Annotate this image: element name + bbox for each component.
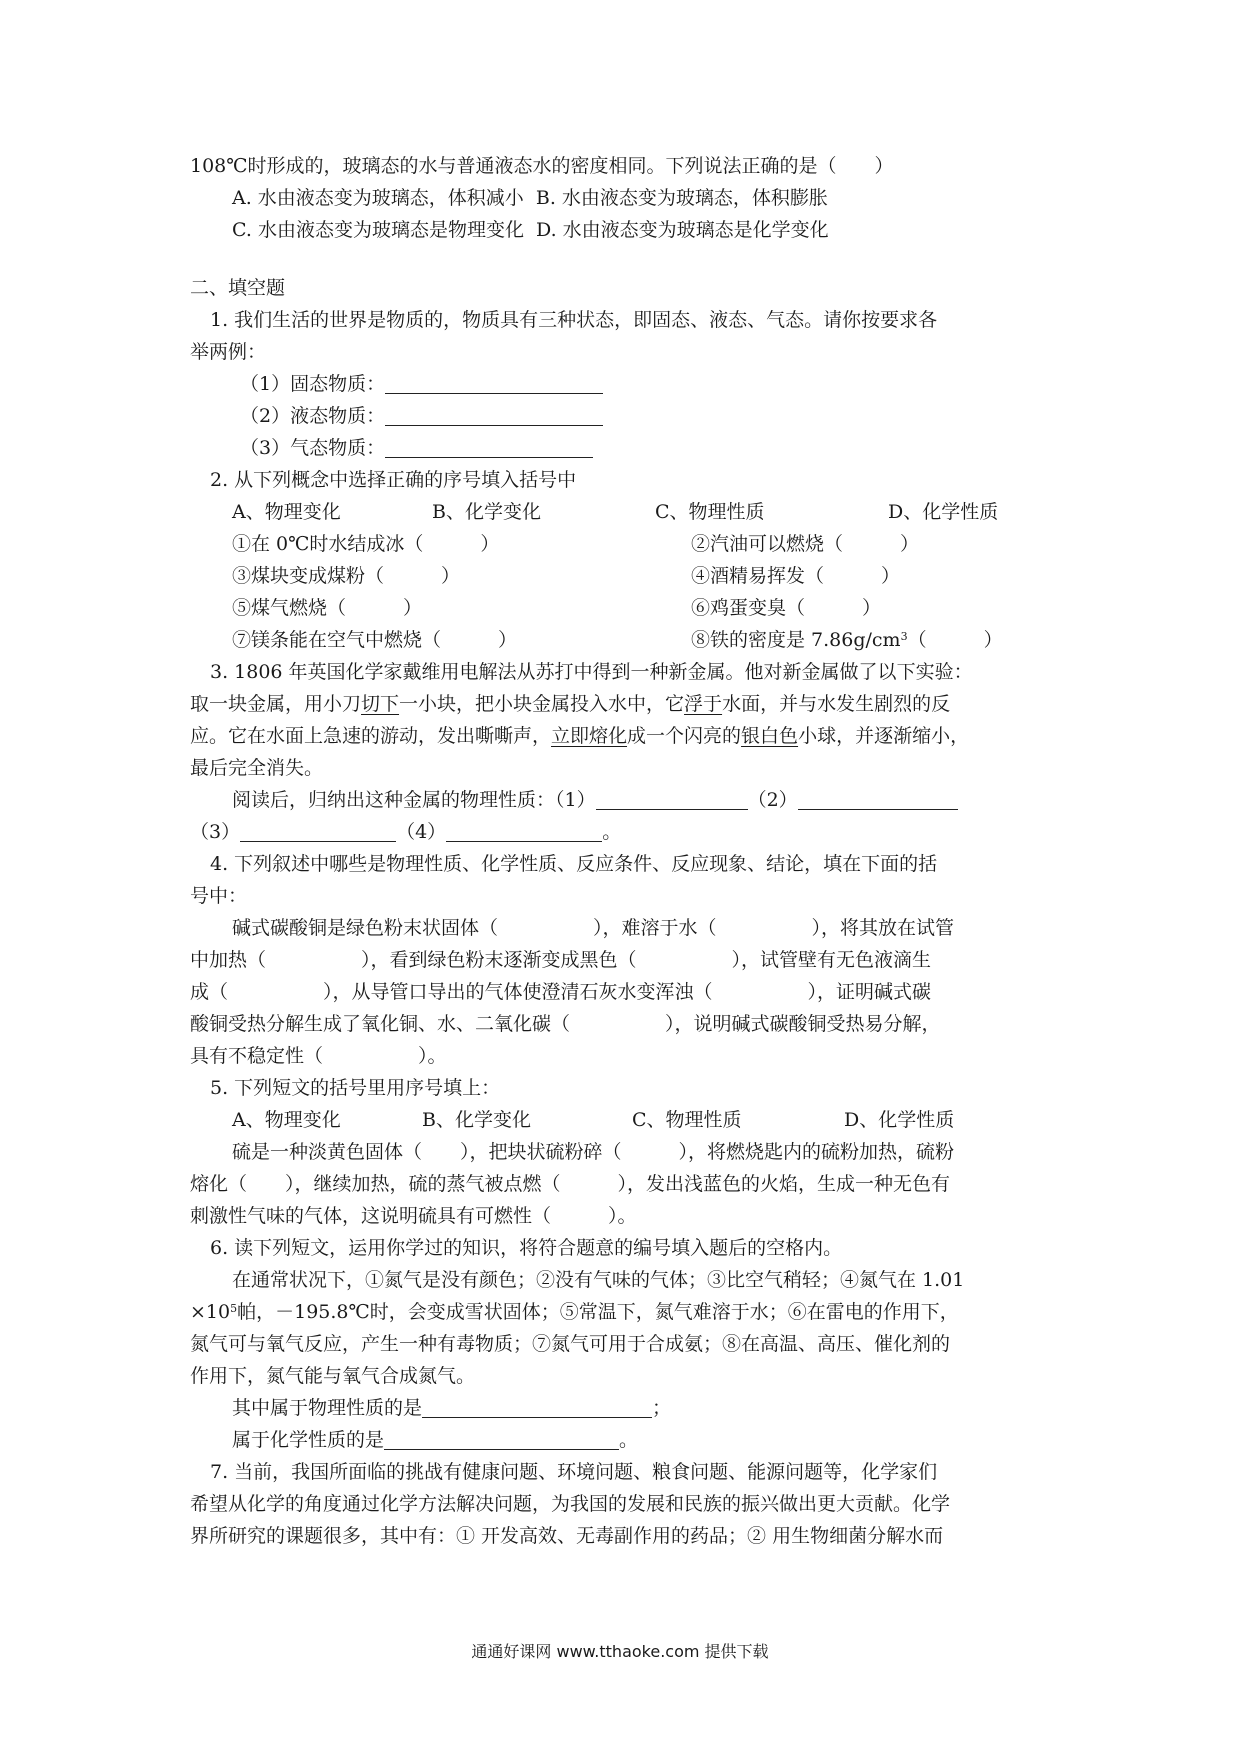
q5-options (190, 1104, 1060, 1136)
q2-row (190, 560, 1060, 592)
q2-item: ④酒精易挥发（ ） (691, 565, 901, 587)
q5-stem: 5. 下列短文的括号里用序号填上： (210, 1077, 501, 1099)
q5-text: 熔化（ ），继续加热，硫的蒸气被点燃（ ），发出浅蓝色的火焰，生成一种无色有 (190, 1173, 951, 1195)
underlined-phrase: 切下 (361, 693, 400, 715)
option-label: A、物理变化 (232, 1109, 341, 1131)
q2-item: ⑤煤气燃烧（ ） (232, 597, 423, 619)
q2-row (190, 528, 1060, 560)
q2-item: ②汽油可以燃烧（ ） (691, 533, 920, 555)
q6-text: $\times 10^5$帕，－195.8℃时，会变成雪状固体；⑤常温下，氮气难溶于水；⑥在雷电的作用下， (190, 1301, 959, 1323)
answer-blank[interactable] (422, 1395, 652, 1418)
q6-text: 在通常状况下，①氮气是没有颜色；②没有气味的气体；③比空气稍轻；④氮气在 1.01 (232, 1269, 965, 1291)
q1-item-liquid: （2）液态物质： (190, 400, 1060, 432)
option-label: B、化学变化 (432, 501, 541, 523)
q1-item-gas: （3）气态物质： (190, 432, 1060, 464)
q4-text: 成（ ），从导管口导出的气体使澄清石灰水变浑浊（ ），证明碱式碳 (190, 981, 932, 1003)
q3-answer-line: 阅读后，归纳出这种金属的物理性质：（1） （2） (190, 784, 1060, 816)
answer-blank[interactable] (446, 819, 602, 842)
q2-item: ⑦镁条能在空气中燃烧（ ） (232, 629, 518, 651)
q3-text: 应。它在水面上急速的游动，发出嘶嘶声，立即熔化成一个闪亮的银白色小球，并逐渐缩小， (190, 725, 970, 747)
q5-text: 刺激性气味的气体，这说明硫具有可燃性（ ）。 (190, 1205, 637, 1227)
q4-stem-cont: 号中： (190, 885, 248, 907)
q4-stem: 4. 下列叙述中哪些是物理性质、化学性质、反应条件、反应现象、结论，填在下面的括 (210, 853, 938, 875)
answer-blank[interactable] (385, 435, 593, 458)
section-heading: 二、填空题 (190, 277, 286, 299)
answer-blank[interactable] (798, 787, 958, 810)
page-footer: 通通好课网 www.tthaoke.com 提供下载 (471, 1642, 769, 1661)
option-label: D、化学性质 (888, 501, 999, 523)
answer-blank[interactable] (385, 403, 603, 426)
q2-stem: 2. 从下列概念中选择正确的序号填入括号中 (210, 469, 577, 491)
underlined-phrase: 银白色 (741, 725, 799, 747)
q4-text: 中加热（ ），看到绿色粉末逐渐变成黑色（ ），试管壁有无色液滴生 (190, 949, 932, 971)
option-ab: A. 水由液态变为玻璃态，体积减小 B. 水由液态变为玻璃态，体积膨胀 (232, 187, 828, 209)
underlined-phrase: 浮于 (684, 693, 723, 715)
option-label: A、物理变化 (232, 501, 341, 523)
q2-item: ⑥鸡蛋变臭（ ） (691, 597, 882, 619)
q1-stem-cont: 举两例： (190, 341, 267, 363)
q6-answer-chemical: 属于化学性质的是 。 (232, 1429, 639, 1451)
q6-answer-physical: 其中属于物理性质的是 ； (232, 1397, 672, 1419)
question-stem-tail: 108℃时形成的，玻璃态的水与普通液态水的密度相同。下列说法正确的是（ ） (190, 155, 894, 177)
q6-text: 氮气可与氧气反应，产生一种有毒物质；⑦氮气可用于合成氨；⑧在高温、高压、催化剂的 (190, 1333, 951, 1355)
q3-text: 取一块金属，用小刀切下一小块，把小块金属投入水中，它浮于水面，并与水发生剧烈的反 (190, 693, 951, 715)
q2-row (190, 624, 1060, 656)
q4-text: 碱式碳酸铜是绿色粉末状固体（ ），难溶于水（ ），将其放在试管 (232, 917, 955, 939)
q7-text: 界所研究的课题很多，其中有：① 开发高效、无毒副作用的药品；② 用生物细菌分解水而 (190, 1525, 944, 1547)
q2-item: ①在 0℃时水结成冰（ ） (232, 533, 500, 555)
q7-stem: 7. 当前，我国所面临的挑战有健康问题、环境问题、粮食问题、能源问题等，化学家们 (210, 1461, 938, 1483)
underlined-phrase: 立即熔化 (551, 725, 628, 747)
q2-row (190, 592, 1060, 624)
q6-stem: 6. 读下列短文，运用你学过的知识，将符合题意的编号填入题后的空格内。 (210, 1237, 843, 1259)
q4-text: 具有不稳定性（ ）。 (190, 1045, 447, 1067)
q1-stem: 1. 我们生活的世界是物质的，物质具有三种状态，即固态、液态、气态。请你按要求各 (210, 309, 938, 331)
document-page (190, 150, 1060, 1552)
option-label: B、化学变化 (422, 1109, 531, 1131)
option-label: D、化学性质 (844, 1109, 955, 1131)
q3-answer-line: （3） （4） 。 (190, 821, 622, 843)
q7-text: 希望从化学的角度通过化学方法解决问题，为我国的发展和民族的振兴做出更大贡献。化学 (190, 1493, 951, 1515)
answer-blank[interactable] (384, 1427, 619, 1450)
q3-text: 最后完全消失。 (190, 757, 324, 779)
option-cd: C. 水由液态变为玻璃态是物理变化 D. 水由液态变为玻璃态是化学变化 (232, 219, 829, 241)
option-label: C、物理性质 (655, 501, 765, 523)
q3-stem: 3. 1806 年英国化学家戴维用电解法从苏打中得到一种新金属。他对新金属做了以下实验： (210, 661, 973, 683)
q6-text: 作用下，氮气能与氧气合成氮气。 (190, 1365, 476, 1387)
q5-text: 硫是一种淡黄色固体（ ），把块状硫粉碎（ ），将燃烧匙内的硫粉加热，硫粉 (232, 1141, 955, 1163)
option-label: C、物理性质 (632, 1109, 742, 1131)
answer-blank[interactable] (240, 819, 396, 842)
q2-options (190, 496, 1060, 528)
q1-item-solid: （1）固态物质： (190, 368, 1060, 400)
q2-item: ③煤块变成煤粉（ ） (232, 565, 461, 587)
q2-item: ⑧铁的密度是 $7.86g/cm^3$（ ） (691, 629, 1003, 651)
answer-blank[interactable] (385, 371, 603, 394)
q4-text: 酸铜受热分解生成了氧化铜、水、二氧化碳（ ），说明碱式碳酸铜受热易分解， (190, 1013, 941, 1035)
answer-blank[interactable] (596, 787, 748, 810)
